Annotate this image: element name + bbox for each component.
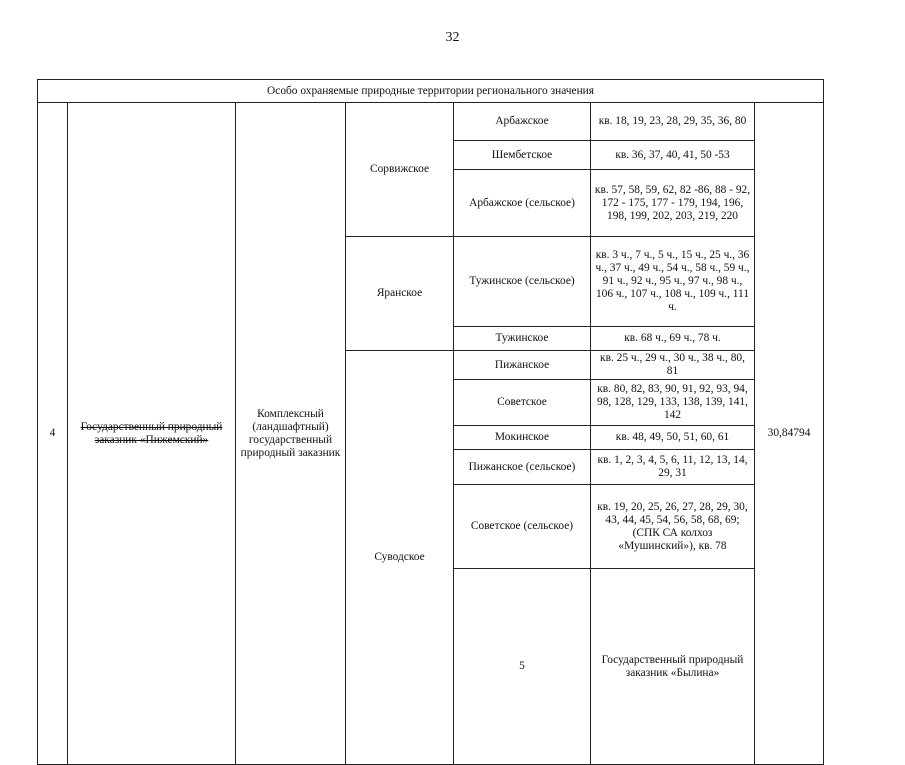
quarters: кв. 19, 20, 25, 26, 27, 28, 29, 30, 43, 44, 45, 54, 56, 58, 68, 69; (СПК СА колхоз «Мушинский»), кв. 78 bbox=[591, 485, 755, 569]
district-name: Тужинское (сельское) bbox=[454, 237, 591, 327]
row-number: 4 bbox=[38, 103, 68, 765]
quarters: кв. 18, 19, 23, 28, 29, 35, 36, 80 bbox=[591, 103, 755, 141]
district-name: Советское (сельское) bbox=[454, 485, 591, 569]
forestry-name: Сорвижское bbox=[346, 103, 454, 237]
quarters: кв. 1, 2, 3, 4, 5, 6, 11, 12, 13, 14, 29, 31 bbox=[591, 450, 755, 485]
district-name: Пижанское bbox=[454, 351, 591, 380]
reserve-name: Государственный природный заказник «Пижемский» bbox=[68, 103, 236, 765]
page-number: 32 bbox=[445, 30, 460, 45]
quarters: кв. 25 ч., 29 ч., 30 ч., 38 ч., 80, 81 bbox=[591, 351, 755, 380]
quarters: кв. 80, 82, 83, 90, 91, 92, 93, 94, 98, 128, 129, 133, 138, 139, 141, 142 bbox=[591, 380, 755, 426]
quarters: кв. 3 ч., 7 ч., 5 ч., 15 ч., 25 ч., 36 ч., 37 ч., 49 ч., 54 ч., 58 ч., 59 ч., 91 ч., 92 ч., 95 ч., 97 ч., 98 ч., 106 ч., 107 ч., 108 ч., 109 ч., 111 ч. bbox=[591, 237, 755, 327]
quarters: кв. 68 ч., 69 ч., 78 ч. bbox=[591, 327, 755, 351]
district-name: Шембетское bbox=[454, 141, 591, 170]
quarters: кв. 48, 49, 50, 51, 60, 61 bbox=[591, 426, 755, 450]
district-name: Пижанское (сельское) bbox=[454, 450, 591, 485]
district-name: Тужинское bbox=[454, 327, 591, 351]
area-value: 30,84794 bbox=[755, 103, 824, 765]
quarters: кв. 36, 37, 40, 41, 50 -53 bbox=[591, 141, 755, 170]
district-name: Арбажское bbox=[454, 103, 591, 141]
protected-areas-table bbox=[37, 79, 824, 765]
forestry-name: Суводское bbox=[346, 351, 454, 765]
district-name: Мокинское bbox=[454, 426, 591, 450]
table-row bbox=[38, 103, 824, 141]
district-name: Советское bbox=[454, 380, 591, 426]
district-name: Арбажское (сельское) bbox=[454, 170, 591, 237]
reserve-name: Государственный природный заказник «Былина» bbox=[591, 569, 755, 765]
row-number: 5 bbox=[454, 569, 591, 765]
header-row bbox=[38, 80, 824, 103]
forestry-name: Яранское bbox=[346, 237, 454, 351]
reserve-type: Комплексный (ландшафтный) государственный природный заказник bbox=[236, 103, 346, 765]
quarters: кв. 57, 58, 59, 62, 82 -86, 88 - 92, 172 - 175, 177 - 179, 194, 196, 198, 199, 202, 203, 219, 220 bbox=[591, 170, 755, 237]
table-header: Особо охраняемые природные территории регионального значения bbox=[38, 80, 824, 103]
